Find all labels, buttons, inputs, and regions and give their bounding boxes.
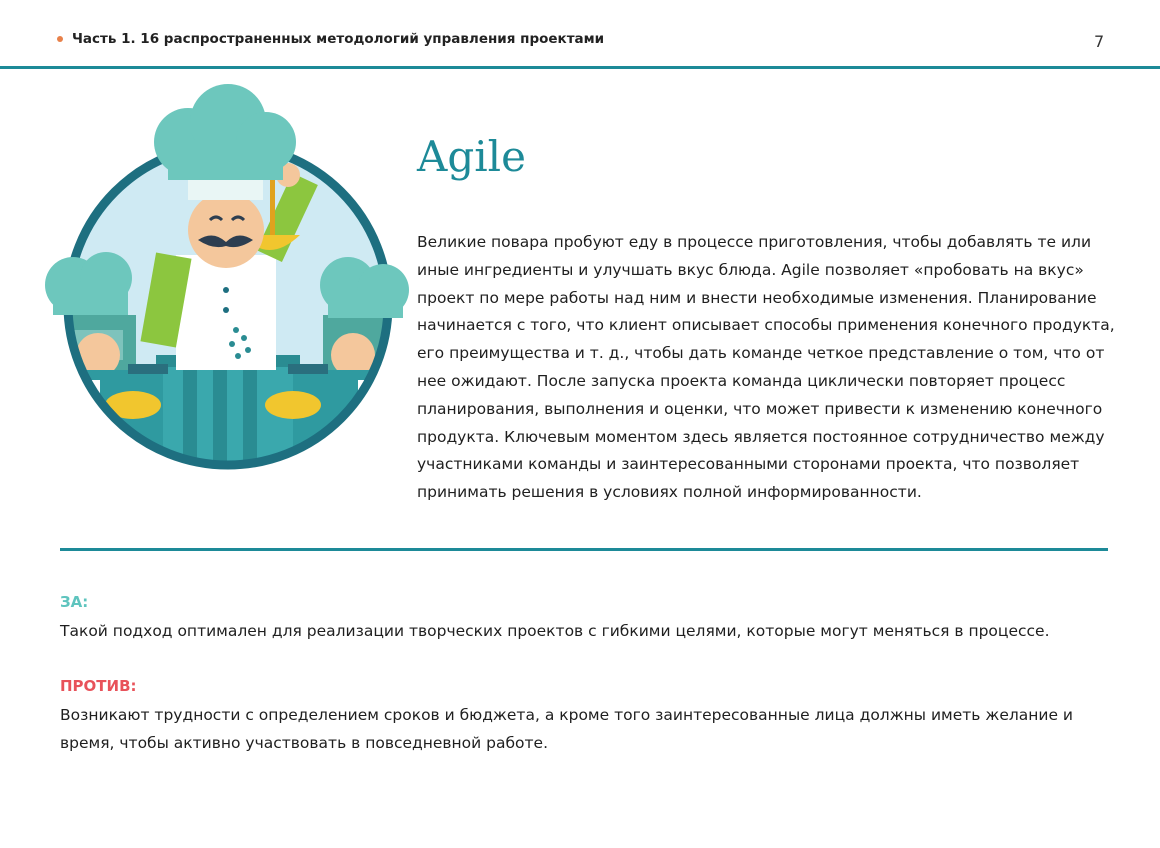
page-number: 7 [1094,32,1105,51]
article-description: Великие повара пробуют еду в процессе приготовления, чтобы добавлять те или иные ингредиенты и улучшать вкус блюда. Agile позволяет «пробовать на вкус» проект по мере работы над ним и внести необходимые изменения. Планирование начинается с того, что клиент описывает способы применения конечного продукта, его преимущества и т. д., чтобы дать команде четкое представление о том, что от нее ожидают. После запуска проекта команда циклически повторяет процесс планирования, выполнения и оценки, что может привести к изменению конечного продукта. Ключевым моментом здесь является постоянное сотрудничество между участниками команды и заинтересованными сторонами проекта, что позволяет принимать решения в условиях полной информированности. [417,233,1115,502]
cons-text: Возникают трудности с определением сроков и бюджета, а кроме того заинтересованные лица должны иметь желание и время, чтобы активно участвовать в повседневной работе. [60,706,1074,752]
cons-label: ПРОТИВ: [60,677,137,695]
pros-text: Такой подход оптимален для реализации творческих проектов с гибкими целями, которые могут меняться в процессе. [60,622,1050,640]
header-divider [0,66,1160,69]
pros-label: ЗА: [60,593,89,611]
page-header [0,0,1160,68]
article-title: Agile [417,132,526,181]
header-title: Часть 1. 16 распространенных методологий управления проектами [72,31,605,47]
header-bullet [57,36,63,42]
section-divider [60,548,1108,551]
chef-cooking-illustration [38,80,418,475]
